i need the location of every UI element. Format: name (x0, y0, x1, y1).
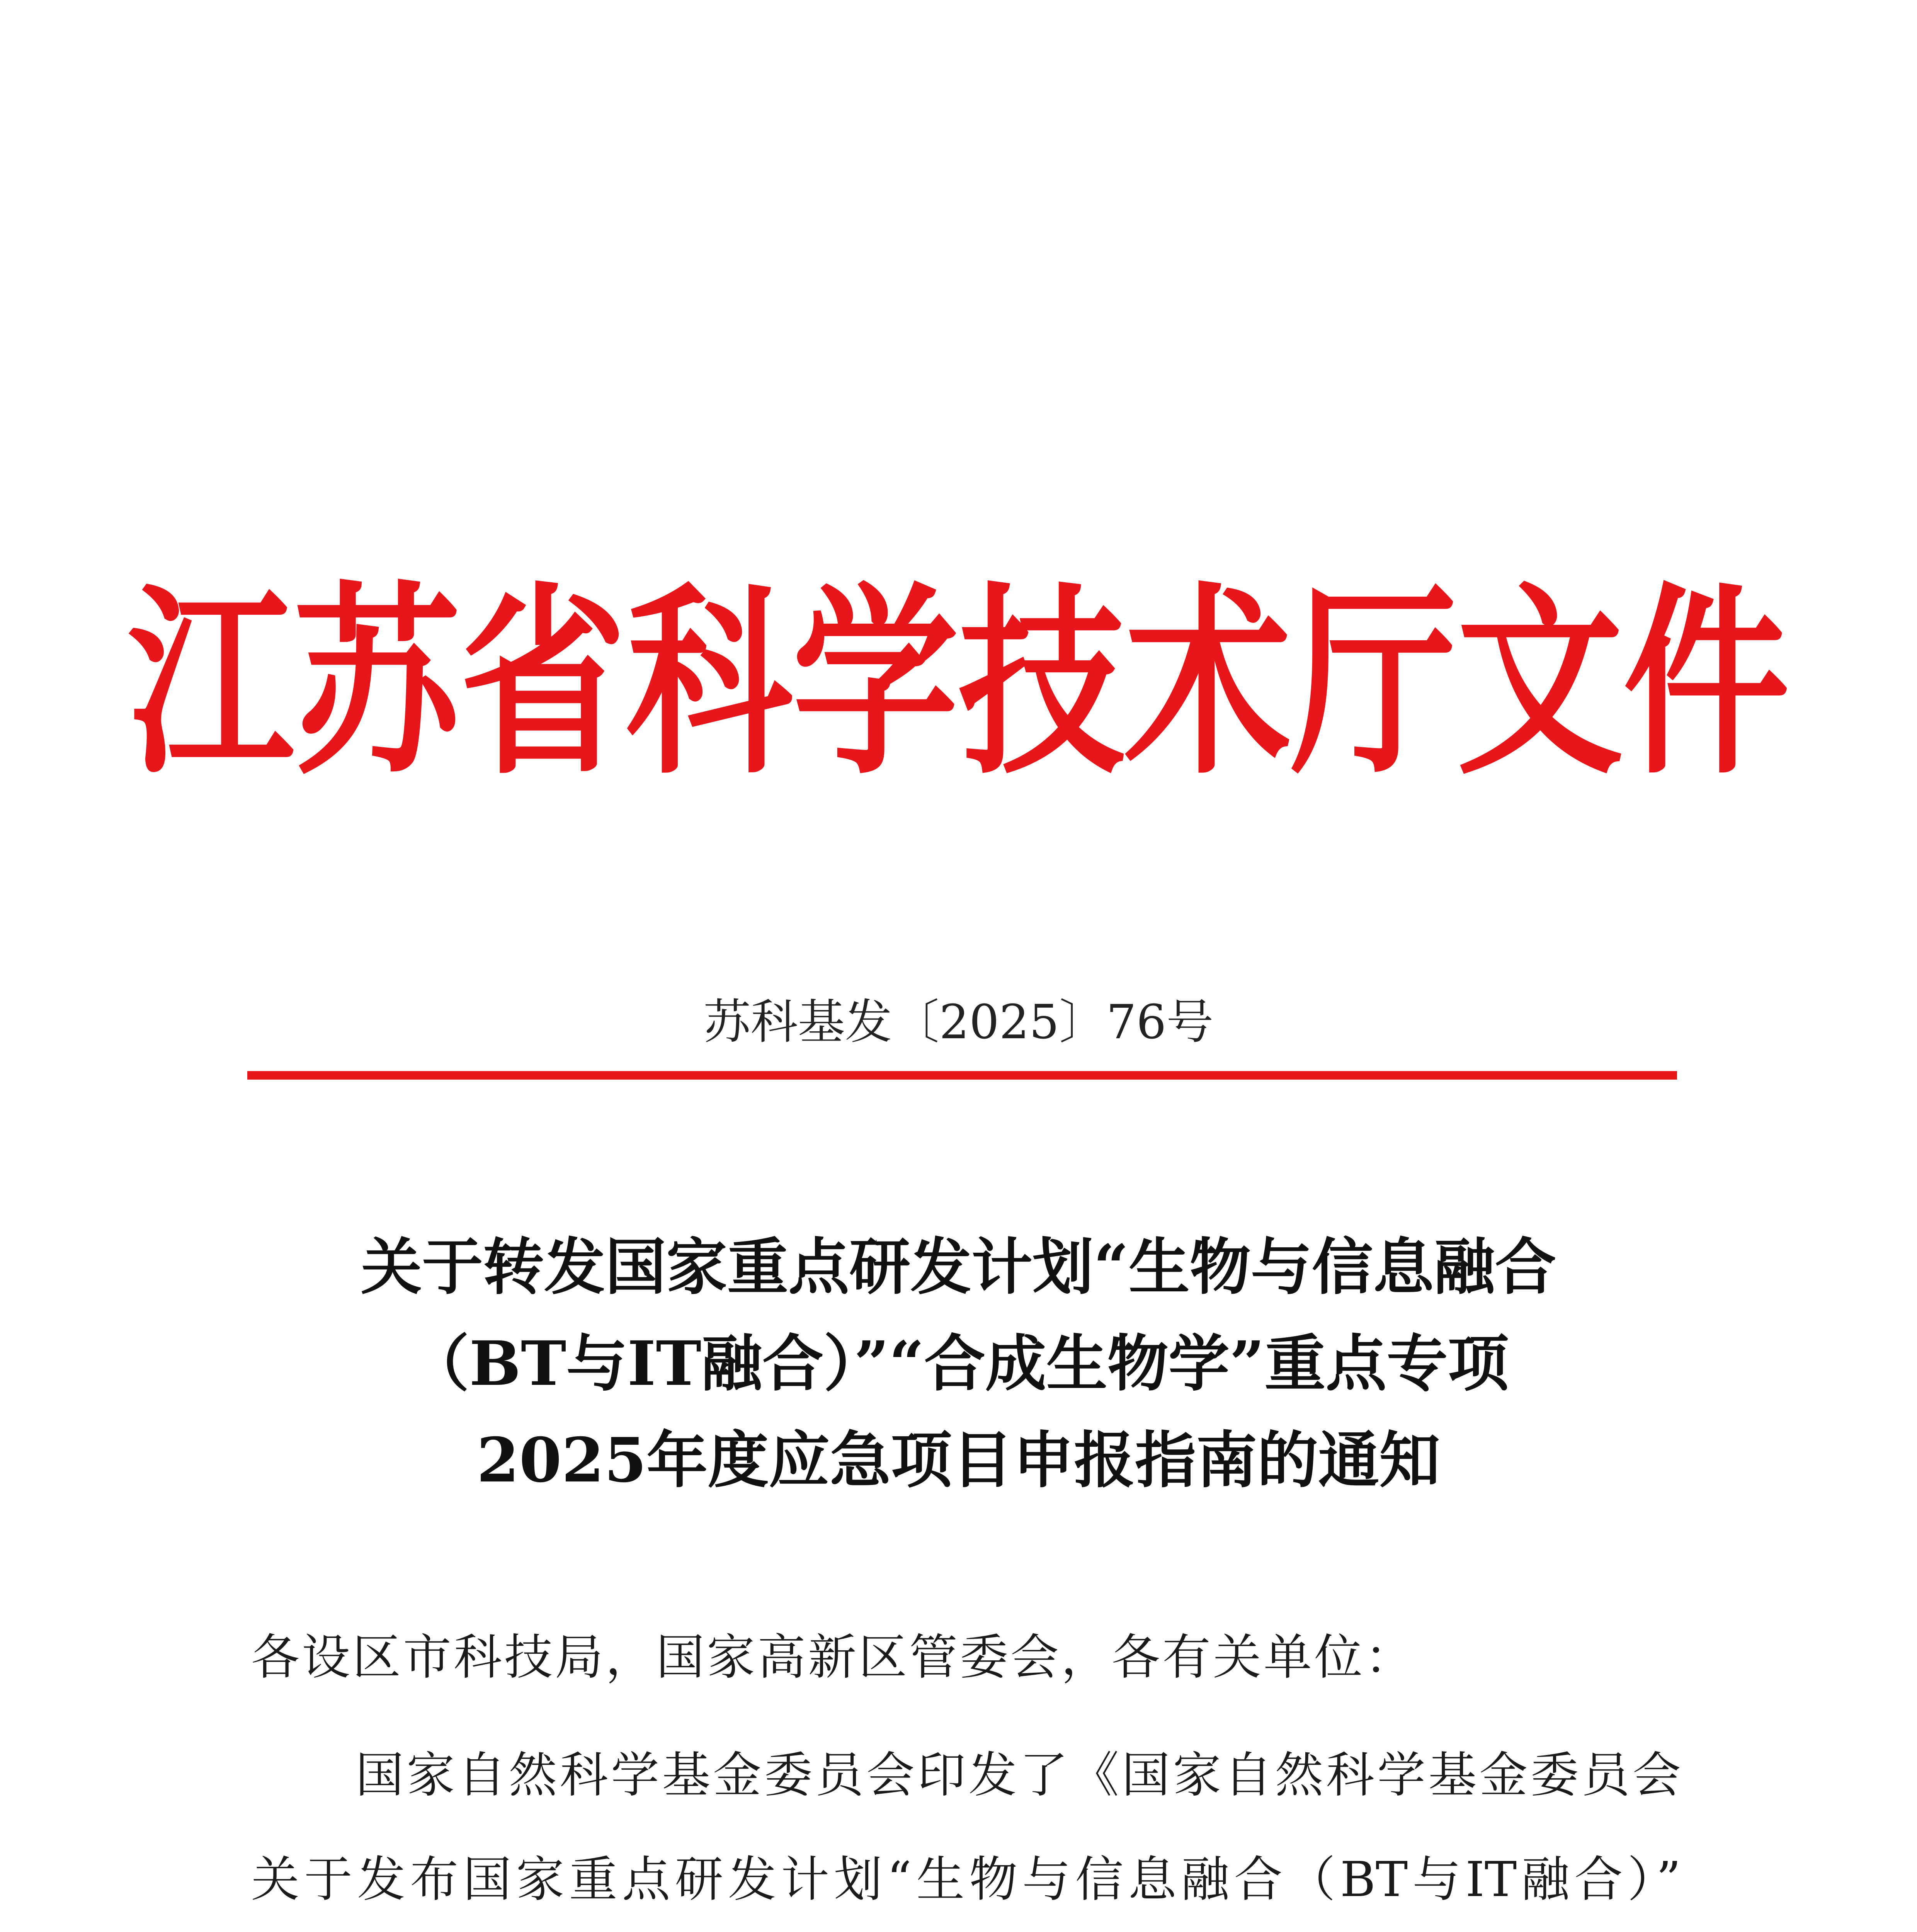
red-divider-line (247, 1071, 1677, 1080)
body-line: 关于发布国家重点研发计划“生物与信息融合（BT与IT融合）” (251, 1852, 1681, 1908)
agency-header-title: 江苏省科学技术厅文件 (128, 566, 1789, 802)
notice-title-line: 关于转发国家重点研发计划“生物与信息融合 (361, 1231, 1556, 1303)
notice-title-line: 2025年度应急项目申报指南的通知 (476, 1425, 1441, 1496)
body-paragraph (251, 1723, 1681, 1932)
document-number: 苏科基发〔2025〕76号 (703, 995, 1214, 1049)
salutation: 各设区市科技局，国家高新区管委会，各有关单位： (251, 1629, 1415, 1685)
notice-title (0, 1219, 1917, 1509)
body-line: 国家自然科学基金委员会印发了《国家自然科学基金委员会 (356, 1747, 1681, 1803)
notice-title-line: （BT与IT融合）”“合成生物学”重点专项 (408, 1328, 1509, 1400)
